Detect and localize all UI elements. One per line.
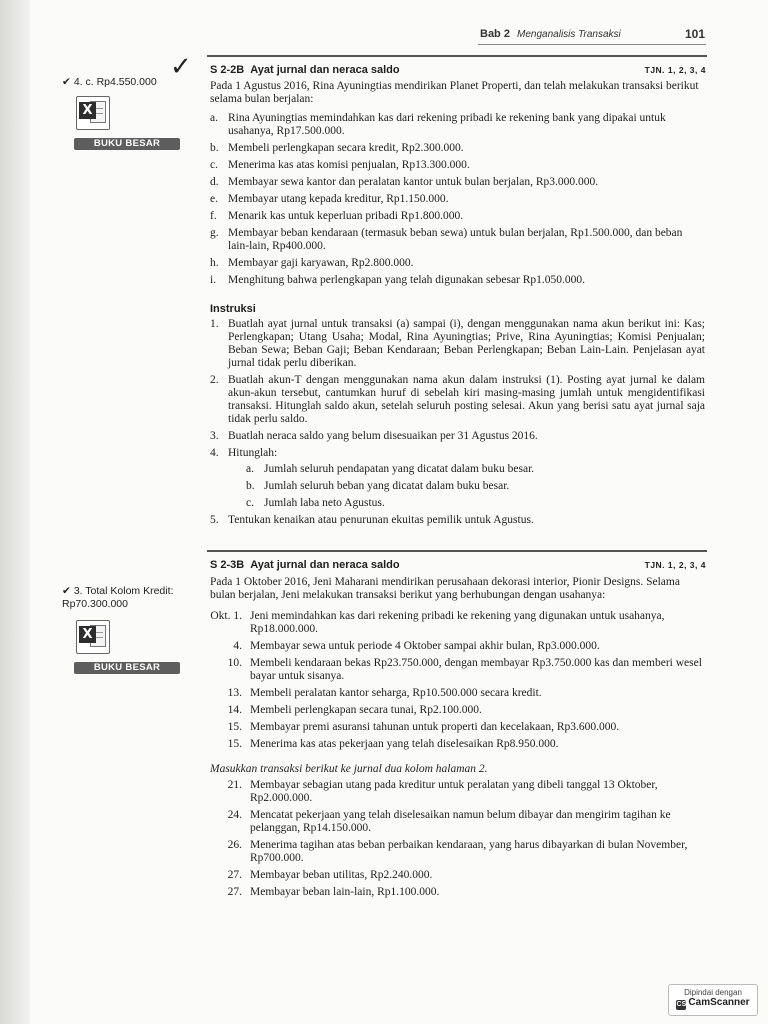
s22b-transaction-list <box>210 112 705 291</box>
scanner-caption: Dipindai dengan <box>684 988 742 997</box>
list-item: h. Membayar gaji karyawan, Rp2.800.000. <box>210 257 414 269</box>
instruction-heading: Instruksi <box>210 303 256 315</box>
chapter-title: Menganalisis Transaksi <box>517 29 621 40</box>
list-item: f. Menarik kas untuk keperluan pribadi Rp1.800.000. <box>210 210 464 222</box>
page-fold-shadow <box>0 0 30 1024</box>
chapter-label: Bab 2 <box>480 28 510 40</box>
list-item: 14. Membeli perlengkapan secara tunai, Rp2.100.000. <box>227 704 482 716</box>
list-item: 3. Buatlah neraca saldo yang belum disesuaikan per 31 Agustus 2016. <box>210 430 538 442</box>
answer-note-1 <box>62 76 202 89</box>
list-item: c. Jumlah laba neto Agustus. <box>246 497 385 509</box>
list-item: 13. Membeli peralatan kantor seharga, Rp10.500.000 secara kredit. <box>227 687 542 699</box>
check-icon: ✔ <box>62 76 71 88</box>
header-rule <box>478 44 706 45</box>
s23b-transaction-list-2 <box>200 779 705 903</box>
list-item: 15. Menerima kas atas pekerjaan yang telah diselesaikan Rp8.950.000. <box>227 738 559 750</box>
list-item: i. Menghitung bahwa perlengkapan yang telah digunakan sebesar Rp1.050.000. <box>210 274 586 286</box>
exercise-title: Ayat jurnal dan neraca saldo <box>250 559 400 571</box>
exercise-code: S 2-2B <box>210 64 245 76</box>
list-item: a. Jumlah seluruh pendapatan yang dicatat dalam buku besar. <box>246 463 535 475</box>
list-item: 15. Membayar premi asuransi tahunan untuk properti dan kecelakaan, Rp3.600.000. <box>227 721 620 733</box>
section-rule-1 <box>207 55 707 57</box>
camscanner-logo-icon: CS <box>676 1001 687 1008</box>
list-item: 4. Hitunglah: a. Jumlah seluruh pendapatan yang dicatat dalam buku besar. b. Jumlah seluruh beban yang dicatat dalam buku besar. c. Jumlah laba neto Agustus. <box>210 447 705 510</box>
exercise-title: Ayat jurnal dan neraca saldo <box>250 64 400 76</box>
list-item: 21. Membayar sebagian utang pada kreditur untuk peralatan yang dibeli tanggal 13 Oktober, Rp2.000.000. <box>227 779 658 804</box>
excel-icon: X <box>76 96 110 130</box>
buku-besar-badge-2: BUKU BESAR <box>74 662 180 674</box>
section-rule-2 <box>207 550 707 552</box>
buku-besar-badge-1: BUKU BESAR <box>74 138 180 150</box>
camscanner-watermark <box>668 984 758 1016</box>
list-item: a. Rina Ayuningtias memindahkan kas dari rekening pribadi ke rekening bank yang dipakai untuk usahanya, Rp17.500.000. <box>210 112 666 137</box>
exercise-code: S 2-3B <box>210 559 245 571</box>
list-item: 2. Buatlah akun-T dengan menggunakan nama akun dalam instruksi (1). Posting ayat jurnal ke dalam akun-akun tersebut, cantumkan huruf di sebelah kiri masing-masing jumlah untuk mengidentifikasi transaksi. Hitunglah saldo akun, setelah seluruh posting selesai. Akun yang berisi satu ayat jurnal saja tidak perlu saldo. <box>210 374 705 425</box>
list-item: c. Menerima kas atas komisi penjualan, Rp13.300.000. <box>210 159 470 171</box>
answer-note-2 <box>62 585 202 611</box>
list-item: 4. Membayar sewa untuk periode 4 Oktober sampai akhir bulan, Rp3.000.000. <box>233 640 600 652</box>
list-item: b. Jumlah seluruh beban yang dicatat dalam buku besar. <box>246 480 510 492</box>
page-number: 101 <box>684 27 705 41</box>
s22b-intro: Pada 1 Agustus 2016, Rina Ayuningtias mendirikan Planet Properti, dan telah melakukan transaksi berikut selama bulan berjalan: <box>210 80 699 105</box>
list-item: 26. Menerima tagihan atas beban perbaikan kendaraan, yang harus dibayarkan di bulan November, Rp700.000. <box>227 839 688 864</box>
answer-note-1-text: 4. c. Rp4.550.000 <box>73 76 157 88</box>
check-icon: ✔ <box>62 585 71 597</box>
learning-objectives: TJN. 1, 2, 3, 4 <box>644 560 706 570</box>
sub-list <box>228 463 705 510</box>
running-header <box>480 28 705 40</box>
list-item: b. Membeli perlengkapan secara kredit, Rp2.300.000. <box>210 142 464 154</box>
s23b-transaction-list <box>200 610 705 755</box>
list-item: d. Membayar sewa kantor dan peralatan kantor untuk bulan berjalan, Rp3.000.000. <box>210 176 599 188</box>
list-item: 24. Mencatat pekerjaan yang telah diselesaikan namun belum dibayar dan mengirim tagihan ke pelanggan, Rp14.150.000. <box>227 809 671 834</box>
list-item: g. Membayar beban kendaraan (termasuk beban sewa) untuk bulan berjalan, Rp1.500.000, dan beban lain-lain, Rp400.000. <box>210 227 683 252</box>
list-item: 27. Membayar beban utilitas, Rp2.240.000. <box>227 869 433 881</box>
answer-note-2-text: 3. Total Kolom Kredit: Rp70.300.000 <box>62 585 174 610</box>
handwritten-checkmark: ✓ <box>170 52 192 82</box>
s22b-instruction-list <box>210 318 705 531</box>
list-item: 5. Tentukan kenaikan atau penurunan ekuitas pemilik untuk Agustus. <box>210 514 534 526</box>
journal-page-note: Masukkan transaksi berikut ke jurnal dua kolom halaman 2. <box>210 763 488 775</box>
list-item: 27. Membayar beban lain-lain, Rp1.100.000. <box>227 886 440 898</box>
scanner-brand: CamScanner <box>688 997 750 1008</box>
excel-icon: X <box>76 620 110 654</box>
section-title-s22b <box>210 64 706 76</box>
s23b-intro: Pada 1 Oktober 2016, Jeni Maharani mendirikan perusahaan dekorasi interior, Pionir Designs. Selama bulan berjalan, Jeni melakukan transaksi berikut yang berhubungan dengan usahanya: <box>210 576 680 601</box>
list-item: e. Membayar utang kepada kreditur, Rp1.150.000. <box>210 193 449 205</box>
section-title-s23b <box>210 559 706 571</box>
learning-objectives: TJN. 1, 2, 3, 4 <box>644 65 706 75</box>
list-item: Okt. 1. Jeni memindahkan kas dari rekening pribadi ke rekening yang digunakan untuk usahanya, Rp18.000.000. <box>210 610 665 635</box>
list-item: 10. Membeli kendaraan bekas Rp23.750.000, dengan membayar Rp3.750.000 kas dan memberi wesel bayar untuk sisanya. <box>227 657 702 682</box>
list-item: 1. Buatlah ayat jurnal untuk transaksi (a) sampai (i), dengan menggunakan nama akun berikut ini: Kas; Perlengkapan; Utang Usaha; Modal, Rina Ayuningtias; Prive, Rina Ayuningtias; Komisi Penjualan; Beban Sewa; Beban Gaji; Beban Kendaraan; Beban Perlengkapan; Beban Lain-Lain. Penjelasan ayat jurnal tidak perlu diberikan. <box>210 318 705 369</box>
